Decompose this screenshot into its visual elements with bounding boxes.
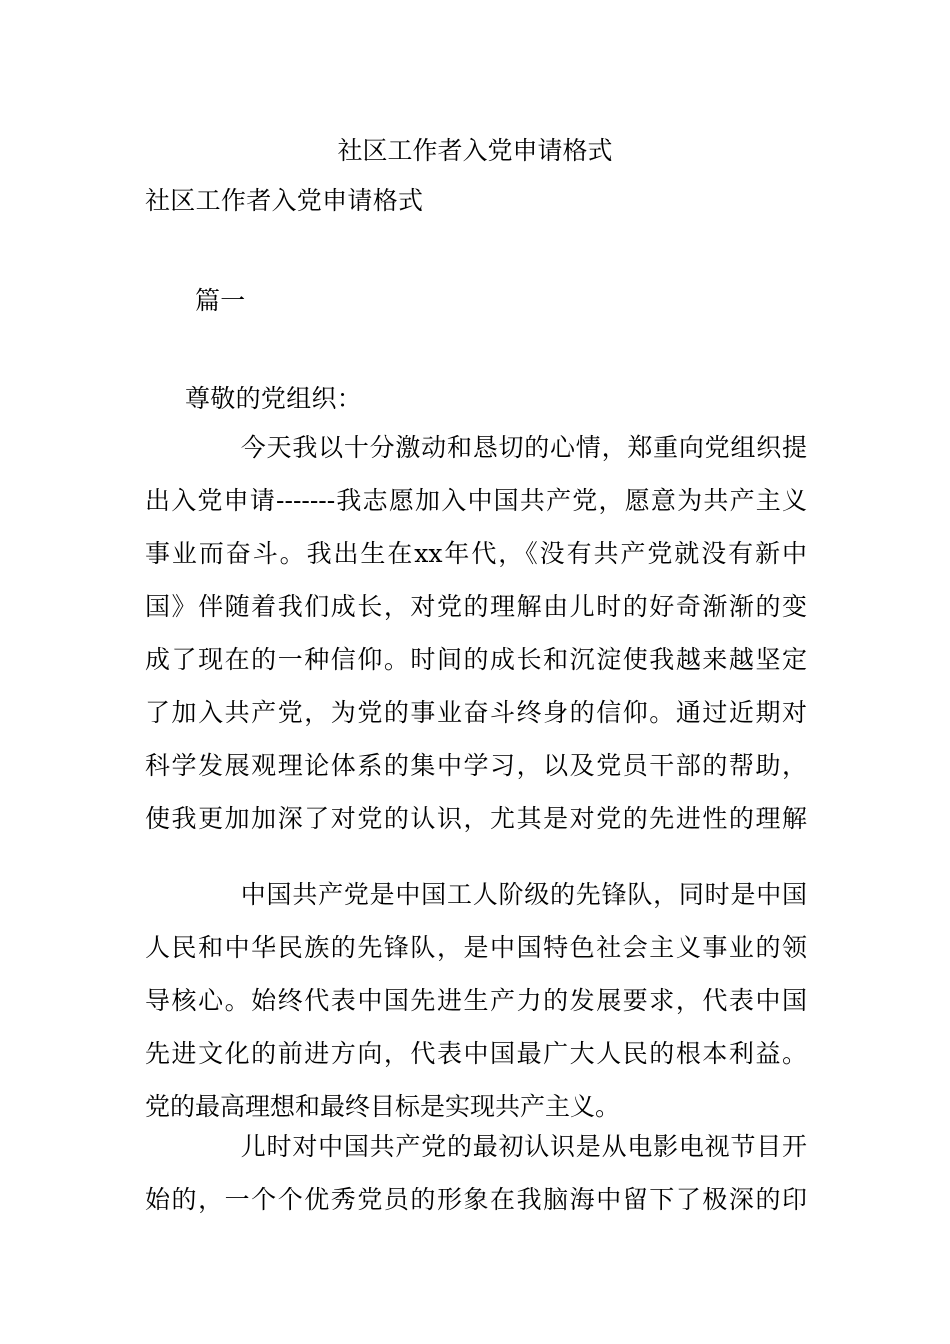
paragraph-line: 事业而奋斗。我出生在xx年代，《没有共产党就没有新中	[145, 539, 807, 568]
paragraph-1	[145, 431, 807, 855]
document-title: 社区工作者入党申请格式	[337, 136, 613, 165]
section-heading: 篇一	[195, 286, 246, 315]
paragraph-line: 始的，一个个优秀党员的形象在我脑海中留下了极深的印	[145, 1185, 807, 1214]
paragraph-3	[145, 1130, 807, 1236]
paragraph-2	[145, 878, 807, 1143]
paragraph-line	[145, 878, 807, 931]
paragraph-line: 人民和中华民族的先锋队，是中国特色社会主义事业的领	[145, 933, 807, 962]
paragraph-line	[145, 431, 807, 484]
paragraph-line-text: 今天我以十分激动和恳切的心情，郑重向党组织提	[240, 433, 807, 462]
paragraph-line: 出入党申请-------我志愿加入中国共产党，愿意为共产主义	[145, 486, 807, 515]
salutation: 尊敬的党组织：	[185, 384, 363, 413]
paragraph-line: 科学发展观理论体系的集中学习，以及党员干部的帮助，	[145, 751, 807, 780]
paragraph-line: 了加入共产党，为党的事业奋斗终身的信仰。通过近期对	[145, 698, 807, 727]
paragraph-line: 先进文化的前进方向，代表中国最广大人民的根本利益。	[145, 1039, 807, 1068]
paragraph-line-text: 中国共产党是中国工人阶级的先锋队，同时是中国	[240, 880, 807, 909]
paragraph-line: 使我更加加深了对党的认识，尤其是对党的先进性的理解	[145, 804, 807, 833]
paragraph-line-text: 儿时对中国共产党的最初认识是从电影电视节目开	[240, 1132, 807, 1161]
paragraph-line: 党的最高理想和最终目标是实现共产主义。	[145, 1092, 621, 1121]
paragraph-line: 导核心。始终代表中国先进生产力的发展要求，代表中国	[145, 986, 807, 1015]
document-subtitle: 社区工作者入党申请格式	[145, 186, 424, 215]
paragraph-line	[145, 1130, 807, 1183]
paragraph-line: 成了现在的一种信仰。时间的成长和沉淀使我越来越坚定	[145, 645, 807, 674]
paragraph-line: 国》伴随着我们成长，对党的理解由儿时的好奇渐渐的变	[145, 592, 807, 621]
